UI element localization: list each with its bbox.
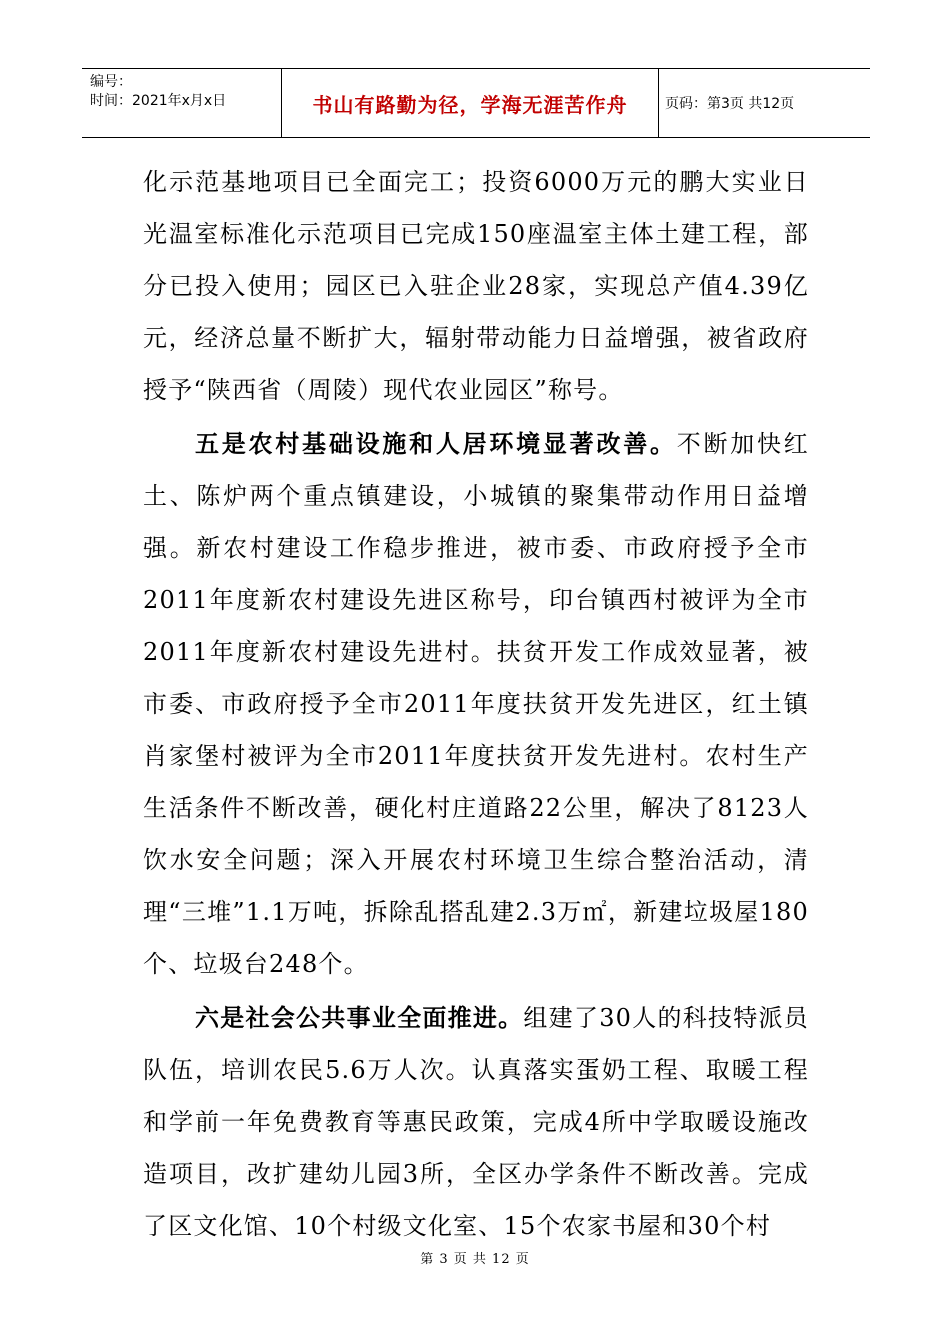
document-number-label: 编号： bbox=[90, 74, 132, 90]
paragraph-six-heading: 六是社会公共事业全面推进。 bbox=[195, 1003, 524, 1032]
header-meta bbox=[82, 69, 282, 137]
header-page-info: 页码：第3页 共12页 bbox=[665, 96, 795, 112]
paragraph-five-heading: 五是农村基础设施和人居环境显著改善。 bbox=[195, 429, 677, 458]
page-header bbox=[82, 68, 870, 138]
continuation-text: 化示范基地项目已全面完工；投资6000万元的鹏大实业日光温室标准化示范项目已完成150座温室主体土建工程，部分已投入使用；园区已入驻企业28家，实现总产值4.39亿元，经济总量不断扩大，辐射带动能力日益增强，被省政府授予“陕西省（周陵）现代农业园区”称号。 bbox=[143, 168, 809, 404]
paragraph-five-text: 不断加快红土、陈炉两个重点镇建设，小城镇的聚集带动作用日益增强。新农村建设工作稳步推进，被市委、市政府授予全市2011年度新农村建设先进区称号，印台镇西村被评为全市2011年度新农村建设先进村。扶贫开发工作成效显著，被市委、市政府授予全市2011年度扶贫开发先进区，红土镇肖家堡村被评为全市2011年度扶贫开发先进村。农村生产生活条件不断改善，硬化村庄道路22公里，解决了8123人饮水安全问题；深入开展农村环境卫生综合整治活动，清理“三堆”1.1万吨，拆除乱搭乱建2.3万㎡，新建垃圾屋180个、垃圾台248个。 bbox=[143, 430, 810, 978]
page-footer: 第 3 页 共 12 页 bbox=[420, 1252, 530, 1267]
header-motto: 书山有路勤为径，学海无涯苦作舟 bbox=[282, 69, 659, 137]
document-time-label: 时间：2021年x月x日 bbox=[90, 93, 227, 109]
paragraph-six-text: 组建了30人的科技特派员队伍，培训农民5.6万人次。认真落实蛋奶工程、取暖工程和学前一年免费教育等惠民政策，完成4所中学取暖设施改造项目，改扩建幼儿园3所，全区办学条件不断改善。完成了区文化馆、10个村级文化室、15个农家书屋和30个村 bbox=[143, 1004, 809, 1240]
paragraph-six bbox=[143, 992, 809, 1252]
continuation-paragraph bbox=[143, 156, 809, 416]
document-body bbox=[143, 156, 809, 1252]
paragraph-five bbox=[143, 418, 809, 990]
